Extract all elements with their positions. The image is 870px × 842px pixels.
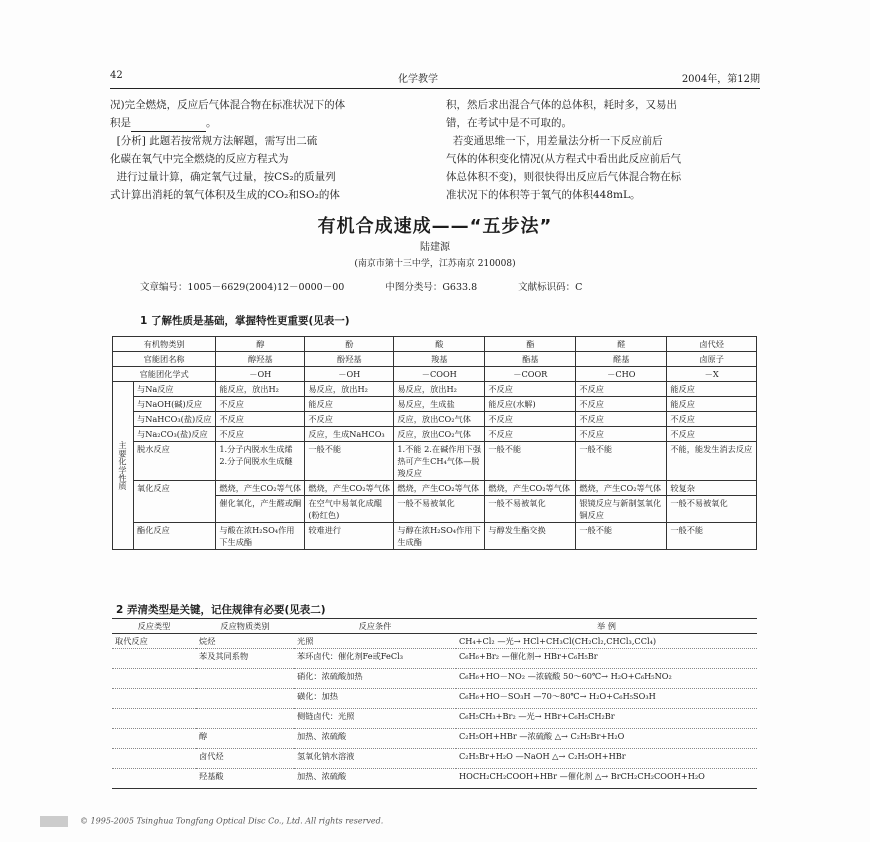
table-cell: 酯基 — [485, 352, 576, 367]
table-cell: 羧基 — [394, 352, 485, 367]
table-row — [112, 669, 757, 689]
table-cell: 能反应，放出H₂ — [216, 382, 305, 397]
table-cell: 能反应 — [667, 382, 757, 397]
table-cell: －OH — [216, 367, 305, 382]
article-affiliation: (南京市第十三中学，江苏南京 210008) — [354, 259, 516, 269]
intro-line: 积，然后求出混合气体的总体积，耗时多，又易出 — [446, 99, 677, 111]
table-row — [112, 709, 757, 729]
table-cell: 加热、浓硫酸 — [294, 729, 456, 749]
table-cell: 氧化反应 — [134, 481, 216, 523]
table-cell: HOCH₂CH₂COOH+HBr —催化剂 △→ BrCH₂CH₂COOH+H₂O — [456, 769, 757, 789]
table-cell: C₆H₆+HO－SO₃H —70～80℃→ H₂O+C₆H₅SO₃H — [456, 689, 757, 709]
table-cell: 不能，能发生消去反应 — [667, 442, 757, 481]
intro-line: [分析] 此题若按常规方法解题，需写出二硫 — [110, 135, 318, 147]
table-cell: 易反应，生成盐 — [394, 397, 485, 412]
intro-line: 化碳在氧气中完全燃烧的反应方程式为 — [110, 153, 289, 165]
table-cell: C₆H₆+Br₂ —催化剂→ HBr+C₆H₅Br — [456, 649, 757, 669]
table-cell: 银镜反应与新制氢氧化铜反应 — [576, 496, 667, 523]
table-cell: 能反应 — [667, 397, 757, 412]
table-cell: －COOH — [394, 367, 485, 382]
table-cell: 易反应，放出H₂ — [305, 382, 394, 397]
table-cell: C₂H₅OH+HBr —浓硫酸 △→ C₂H₅Br+H₂O — [456, 729, 757, 749]
section-1-heading: 1 了解性质是基础，掌握特性更重要(见表一) — [140, 315, 350, 327]
table-cell: 侧链卤代：光照 — [294, 709, 456, 729]
table-cell: 醇 — [196, 729, 294, 749]
table-header-cell: 有机物类别 — [113, 337, 216, 352]
table-cell: 取代反应 — [112, 634, 196, 649]
table-row — [113, 412, 757, 427]
table-cell: 燃烧，产生CO₂等气体 — [216, 481, 305, 496]
table-cell — [112, 769, 196, 789]
intro-line: 错，在考试中是不可取的。 — [446, 117, 572, 129]
article-author: 陆建源 — [420, 242, 450, 253]
table-cell: －COOR — [485, 367, 576, 382]
table-cell: 燃烧，产生CO₂等气体 — [576, 481, 667, 496]
table-row — [113, 382, 757, 397]
intro-line: 况)完全燃烧，反应后气体混合物在标准状况下的体 — [110, 99, 346, 111]
table-row — [113, 442, 757, 481]
table-cell: 卤原子 — [667, 352, 757, 367]
reaction-types-table — [112, 618, 757, 789]
table-row — [113, 523, 757, 550]
table-row — [112, 634, 757, 649]
answer-blank — [131, 120, 206, 132]
article-title: 有机合成速成——“五步法” — [317, 216, 553, 237]
table-row — [113, 481, 757, 496]
table-cell: 不反应 — [576, 382, 667, 397]
table-row — [113, 352, 757, 367]
table-cell: 不反应 — [216, 397, 305, 412]
document-code: 文献标识码：C — [518, 282, 583, 293]
table-cell: 燃烧，产生CO₂等气体 — [485, 481, 576, 496]
table-cell: 不反应 — [216, 412, 305, 427]
table-cell — [112, 669, 196, 689]
table-header-cell: 醛 — [576, 337, 667, 352]
table-cell: 不反应 — [485, 427, 576, 442]
table-cell: 氢氧化钠水溶液 — [294, 749, 456, 769]
table-cell: 加热、浓硫酸 — [294, 769, 456, 789]
table-cell: 卤代烃 — [196, 749, 294, 769]
table-cell — [112, 709, 196, 729]
intro-line: 积是 。 — [110, 114, 420, 132]
table-cell: 一般不能 — [667, 523, 757, 550]
table-cell: 与Na反应 — [134, 382, 216, 397]
table-row — [112, 729, 757, 749]
table-header-cell: 酯 — [485, 337, 576, 352]
table-row — [112, 649, 757, 669]
table-header-cell: 酸 — [394, 337, 485, 352]
intro-line: 若变通思维一下，用差量法分析一下反应前后 — [446, 135, 663, 147]
table-cell: 不反应 — [667, 412, 757, 427]
page-number: 42 — [110, 70, 123, 81]
table-header-cell: 酚 — [305, 337, 394, 352]
intro-line: 体总体积不变)，则很快得出反应后气体混合物在标 — [446, 171, 682, 183]
table-cell: 一般不能 — [576, 442, 667, 481]
table-cell: 不反应 — [667, 427, 757, 442]
intro-left-column — [110, 96, 420, 204]
table-cell: 不反应 — [216, 427, 305, 442]
side-label: 主要化学性质 — [113, 382, 134, 550]
table-cell — [196, 669, 294, 689]
table-cell: 燃烧，产生CO₂等气体 — [305, 481, 394, 496]
table-cell: 与Na₂CO₃(盐)反应 — [134, 427, 216, 442]
table-cell: 反应，放出CO₂气体 — [394, 427, 485, 442]
table-cell — [112, 729, 196, 749]
table-cell: 易反应，放出H₂ — [394, 382, 485, 397]
table-cell: 脱水反应 — [134, 442, 216, 481]
table-cell: 与NaHCO₃(盐)反应 — [134, 412, 216, 427]
table-cell: 一般不能 — [576, 523, 667, 550]
table-header-cell: 举 例 — [456, 619, 757, 634]
table-cell: 苯环卤代：催化剂Fe或FeCl₃ — [294, 649, 456, 669]
table-cell: 与NaOH(碱)反应 — [134, 397, 216, 412]
table-cell: 酚羟基 — [305, 352, 394, 367]
table-row — [113, 397, 757, 412]
table-cell: CH₄+Cl₂ —光→ HCl+CH₃Cl(CH₂Cl₂,CHCl₃,CCl₄) — [456, 634, 757, 649]
table-cell: 不反应 — [576, 397, 667, 412]
table-cell: 醇羟基 — [216, 352, 305, 367]
intro-right-column — [446, 96, 762, 204]
table-header-row — [113, 337, 757, 352]
copyright-text: © 1995-2005 Tsinghua Tongfang Optical Disc Co., Ltd. All rights reserved. — [80, 816, 384, 826]
table-cell — [196, 689, 294, 709]
issue-info: 2004年，第12期 — [681, 74, 760, 85]
table-row — [112, 689, 757, 709]
table-cell: 与酸在浓H₂SO₄作用下生成酯 — [216, 523, 305, 550]
table-cell: 酯化反应 — [134, 523, 216, 550]
table-header-row — [112, 619, 757, 634]
intro-line: 进行过量计算，确定氧气过量，按CS₂的质量列 — [110, 171, 336, 183]
table-cell: 反应，放出CO₂气体 — [394, 412, 485, 427]
table-cell: 一般不能 — [485, 442, 576, 481]
table-cell: －OH — [305, 367, 394, 382]
intro-line: 准状况下的体积等于氧气的体积448mL。 — [446, 189, 641, 201]
journal-name: 化学教学 — [398, 74, 438, 85]
table-cell: C₆H₆+HO－NO₂ —浓硫酸 50～60℃→ H₂O+C₆H₅NO₂ — [456, 669, 757, 689]
table-cell: 不反应 — [305, 412, 394, 427]
table-cell: 催化氧化，产生醛或酮 — [216, 496, 305, 523]
table-header-cell: 反应条件 — [294, 619, 456, 634]
table-cell — [112, 689, 196, 709]
table-cell: 不反应 — [576, 412, 667, 427]
table-header-cell: 反应类型 — [112, 619, 196, 634]
table-cell: 苯及其同系物 — [196, 649, 294, 669]
publisher-logo-icon — [40, 816, 68, 827]
classification-number: 中图分类号：G633.8 — [385, 282, 478, 293]
table-cell: 一般不能 — [305, 442, 394, 481]
table-header-cell: 卤代烃 — [667, 337, 757, 352]
table-cell — [112, 749, 196, 769]
table-cell: 硝化：浓硫酸加热 — [294, 669, 456, 689]
table-row — [112, 749, 757, 769]
table-cell: C₆H₅CH₃+Br₂ —光→ HBr+C₆H₅CH₂Br — [456, 709, 757, 729]
table-header-cell: 反应物质类别 — [196, 619, 294, 634]
table-cell — [196, 709, 294, 729]
table-row — [112, 769, 757, 789]
intro-line: 气体的体积变化情况(从方程式中看出此反应前后气 — [446, 153, 682, 165]
table-cell: 1.不能 2.在碱作用下强热可产生CH₄气体—脱羧反应 — [394, 442, 485, 481]
table-cell: 磺化：加热 — [294, 689, 456, 709]
table-row — [113, 427, 757, 442]
table-cell: 羟基酸 — [196, 769, 294, 789]
table-cell: 与醇发生酯交换 — [485, 523, 576, 550]
table-cell: 不反应 — [485, 412, 576, 427]
table-cell: 一般不易被氧化 — [485, 496, 576, 523]
table-cell: 醛基 — [576, 352, 667, 367]
table-cell: 能反应(水解) — [485, 397, 576, 412]
article-number: 文章编号：1005－6629(2004)12－0000－00 — [140, 282, 345, 293]
intro-line: 式计算出消耗的氧气体积及生成的CO₂和SO₂的体 — [110, 189, 340, 201]
table-cell: 较难进行 — [305, 523, 394, 550]
table-cell: 能反应 — [305, 397, 394, 412]
article-meta — [140, 279, 620, 293]
table-cell: 在空气中易氧化成醌(粉红色) — [305, 496, 394, 523]
table-cell: 一般不易被氧化 — [394, 496, 485, 523]
table-cell: 与醇在浓H₂SO₄作用下生成酯 — [394, 523, 485, 550]
table-cell: 官能团名称 — [113, 352, 216, 367]
table-cell: 不反应 — [576, 427, 667, 442]
table-cell: C₂H₅Br+H₂O —NaOH △→ C₂H₅OH+HBr — [456, 749, 757, 769]
header-rule — [110, 88, 760, 89]
table-row — [113, 367, 757, 382]
table-cell: 反应，生成NaHCO₃ — [305, 427, 394, 442]
table-header-cell: 醇 — [216, 337, 305, 352]
table-cell: 燃烧，产生CO₂等气体 — [394, 481, 485, 496]
table-cell — [112, 649, 196, 669]
table-cell: 较复杂 — [667, 481, 757, 496]
section-2-heading: 2 弄清类型是关键，记住规律有必要(见表二) — [116, 604, 326, 616]
copyright-footer — [40, 816, 383, 827]
table-cell: 不反应 — [485, 382, 576, 397]
table-cell: 光照 — [294, 634, 456, 649]
running-header — [110, 70, 760, 86]
properties-table — [112, 336, 757, 550]
table-cell: 烷烃 — [196, 634, 294, 649]
table-cell: 一般不易被氧化 — [667, 496, 757, 523]
table-cell: －CHO — [576, 367, 667, 382]
table-cell: 1.分子内脱水生成烯 2.分子间脱水生成醚 — [216, 442, 305, 481]
table-cell: －X — [667, 367, 757, 382]
table-cell: 官能团化学式 — [113, 367, 216, 382]
